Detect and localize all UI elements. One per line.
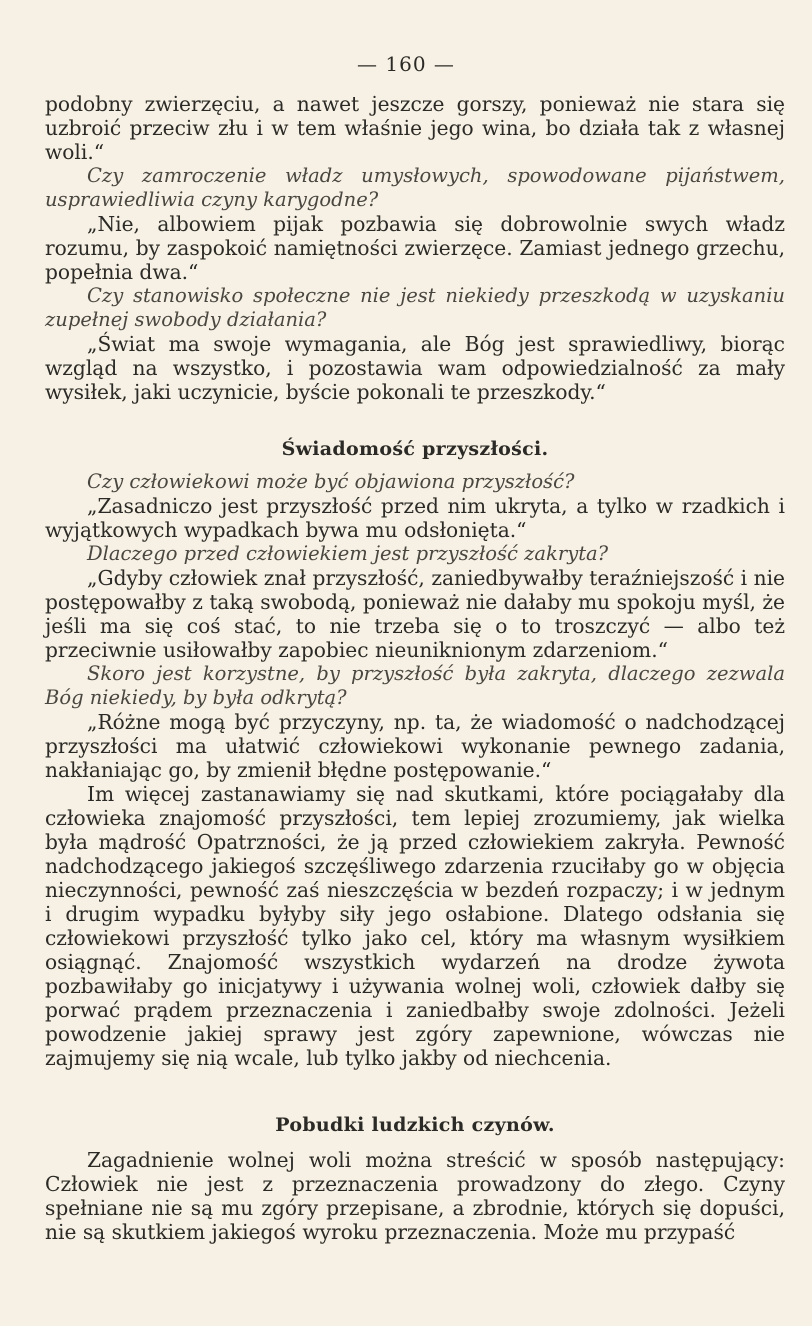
- page-body: [45, 92, 785, 1244]
- question-paragraph: Czy zamroczenie władz umysłowych, spowodowane pijaństwem, usprawiedliwia czyny karygodne?: [45, 164, 785, 211]
- commentary-paragraph: Im więcej zastanawiamy się nad skutkami, które pociągałaby dla człowieka znajomość przyszłości, tem lepiej zrozumiemy, jak wielka była mądrość Opatrzności, że ją przed człowiekiem zakryła. Pewność nadchodzącego jakiegoś szczęśliwego zdarzenia rzuciłaby go w objęcia nieczynności, pewność zaś nieszczęścia w bezdeń rozpaczy; i w jednym i drugim wypadku byłyby siły jego osłabione. Dlatego odsłania się człowiekowi przyszłość tylko jako cel, który ma własnym wysiłkiem osiągnąć. Znajomość wszystkich wydarzeń na drodze żywota pozbawiłaby go inicjatywy i używania wolnej woli, człowiek dałby się porwać prądem przeznaczenia i zaniedbałby swoje zdolności. Jeżeli powodzenie jakiej sprawy jest zgóry zapewnione, wówczas nie zajmujemy się nią wcale, lub tylko jakby od niechcenia.: [45, 782, 785, 1070]
- commentary-paragraph: Zagadnienie wolnej woli można streścić w sposób następujący: Człowiek nie jest z przeznaczenia prowadzony do złego. Czyny spełniane nie są mu zgóry przepisane, a zbrodnie, których się dopuści, nie są skutkiem jakiegoś wyroku przeznaczenia. Może mu przypaść: [45, 1148, 785, 1244]
- answer-paragraph: „Zasadniczo jest przyszłość przed nim ukryta, a tylko w rzadkich i wyjątkowych wypadkach bywa mu odsłonięta.“: [45, 494, 785, 542]
- paragraph-continuation: podobny zwierzęciu, a nawet jeszcze gorszy, ponieważ nie stara się uzbroić przeciw złu i w tem właśnie jego wina, bo działa tak z własnej woli.“: [45, 92, 785, 164]
- question-paragraph: Czy stanowisko społeczne nie jest niekiedy przeszkodą w uzyskaniu zupełnej swobody działania?: [45, 284, 785, 331]
- answer-paragraph: „Nie, albowiem pijak pozbawia się dobrowolnie swych władz rozumu, by zaspokoić namiętności zwierzęce. Zamiast jednego grzechu, popełnia dwa.“: [45, 212, 785, 284]
- section-heading-swiadomosc: Świadomość przyszłości.: [281, 438, 549, 460]
- question-paragraph: Dlaczego przed człowiekiem jest przyszłość zakryta?: [87, 542, 609, 565]
- answer-paragraph: „Różne mogą być przyczyny, np. ta, że wiadomość o nadchodzącej przyszłości ma ułatwić człowiekowi wykonanie pewnego zadania, nakłaniając go, by zmienił błędne postępowanie.“: [45, 710, 785, 782]
- page-number: — 160 —: [357, 52, 455, 76]
- answer-paragraph: „Świat ma swoje wymagania, ale Bóg jest sprawiedliwy, biorąc wzgląd na wszystko, i pozostawia wam odpowiedzialność za mały wysiłek, jaki uczynicie, byście pokonali te przeszkody.“: [45, 332, 785, 404]
- question-paragraph: Skoro jest korzystne, by przyszłość była zakryta, dlaczego zezwala Bóg niekiedy, by była odkrytą?: [45, 662, 785, 709]
- section-heading-pobudki: Pobudki ludzkich czynów.: [275, 1114, 555, 1136]
- question-paragraph: Czy człowiekowi może być objawiona przyszłość?: [87, 470, 575, 493]
- answer-paragraph: „Gdyby człowiek znał przyszłość, zaniedbywałby teraźniejszość i nie postępowałby z taką swobodą, ponieważ nie dałaby mu spokoju myśl, że jeśli ma się coś stać, to nie trzeba się o to troszczyć — albo też przeciwnie usiłowałby zapobiec nieuniknionym zdarzeniom.“: [45, 566, 785, 662]
